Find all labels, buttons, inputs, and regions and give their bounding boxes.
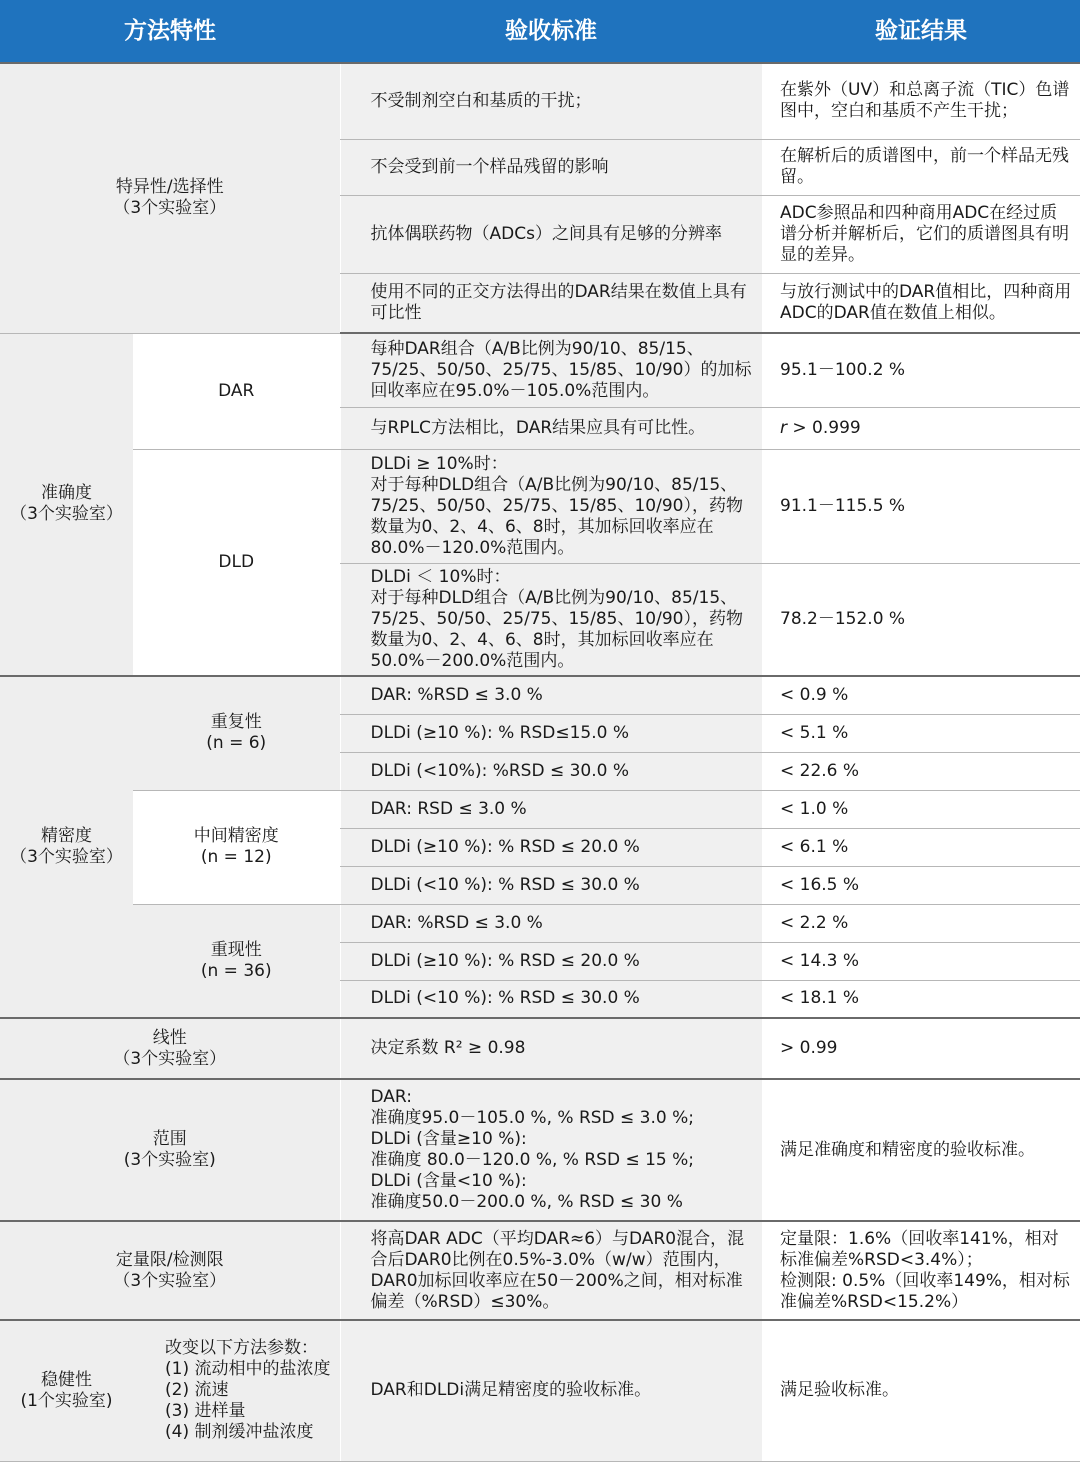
result-cell: < 0.9 % (762, 676, 1080, 714)
linearity-row (0, 1018, 1080, 1079)
criteria-cell: DLDi (<10 %): % RSD ≤ 30.0 % (340, 980, 762, 1018)
correlation-symbol: r (780, 417, 787, 438)
result-cell: 在解析后的质谱图中，前一个样品无残留。 (762, 139, 1080, 195)
criteria-cell: DLDi (<10 %): % RSD ≤ 30.0 % (340, 866, 762, 904)
result-cell (762, 407, 1080, 449)
precision-row (0, 676, 1080, 714)
criteria-cell: DLDi (<10%): %RSD ≤ 30.0 % (340, 752, 762, 790)
result-cell: 91.1－115.5 % (762, 449, 1080, 563)
criteria-cell: DAR: %RSD ≤ 3.0 % (340, 904, 762, 942)
result-cell: 78.2－152.0 % (762, 563, 1080, 676)
loq-lod-row (0, 1221, 1080, 1320)
result-cell: < 16.5 % (762, 866, 1080, 904)
criteria-cell: DAR和DLDi满足精密度的验收标准。 (340, 1320, 762, 1461)
accuracy-dld-label: DLD (133, 449, 340, 676)
criteria-cell: DLDi ≥ 10%时： 对于每种DLD组合（A/B比例为90/10、85/15、75/25、50/50、25/75、15/85、10/90），药物数量为0、2、4、6、8时，其加标回收率应在80.0%－120.0%范围内。 (340, 449, 762, 563)
accuracy-dar-row (0, 333, 1080, 407)
criteria-cell: 不受制剂空白和基质的干扰； (340, 63, 762, 139)
result-cell: 满足准确度和精密度的验收标准。 (762, 1079, 1080, 1221)
loq-lod-label: 定量限/检测限 （3个实验室） (0, 1221, 340, 1320)
result-cell: < 6.1 % (762, 828, 1080, 866)
result-cell: 与放行测试中的DAR值相比，四种商用ADC的DAR值在数值上相似。 (762, 273, 1080, 333)
result-cell: 95.1－100.2 % (762, 333, 1080, 407)
linearity-label: 线性 （3个实验室） (0, 1018, 340, 1079)
result-cell: < 1.0 % (762, 790, 1080, 828)
criteria-cell: 不会受到前一个样品残留的影响 (340, 139, 762, 195)
header-row (0, 0, 1080, 63)
result-cell: < 5.1 % (762, 714, 1080, 752)
criteria-cell: 决定系数 R² ≥ 0.98 (340, 1018, 762, 1079)
criteria-cell: 每种DAR组合（A/B比例为90/10、85/15、75/25、50/50、25/75、15/85、10/90）的加标回收率应在95.0%－105.0%范围内。 (340, 333, 762, 407)
result-cell: 在紫外（UV）和总离子流（TIC）色谱图中，空白和基质不产生干扰； (762, 63, 1080, 139)
header-acceptance-criteria: 验收标准 (340, 0, 762, 63)
criteria-cell: DLDi ＜ 10%时： 对于每种DLD组合（A/B比例为90/10、85/15、75/25、50/50、25/75、15/85、10/90），药物数量为0、2、4、6、8时，其加标回收率应在50.0%－200.0%范围内。 (340, 563, 762, 676)
criteria-cell: 将高DAR ADC（平均DAR≈6）与DAR0混合，混合后DAR0比例在0.5%-3.0%（w/w）范围内，DAR0加标回收率应在50－200%之间，相对标准偏差（%RSD）≤30%。 (340, 1221, 762, 1320)
precision-label: 精密度 （3个实验室） (0, 676, 133, 1018)
criteria-cell: DAR: %RSD ≤ 3.0 % (340, 676, 762, 714)
accuracy-label: 准确度 （3个实验室） (0, 333, 133, 676)
criteria-cell: 抗体偶联药物（ADCs）之间具有足够的分辨率 (340, 195, 762, 273)
result-cell: > 0.99 (762, 1018, 1080, 1079)
criteria-cell: DAR: RSD ≤ 3.0 % (340, 790, 762, 828)
repeatability-label: 重复性 (n = 6) (133, 676, 340, 790)
result-cell: 定量限：1.6%（回收率141%，相对标准偏差%RSD<3.4%）； 检测限: 0.5%（回收率149%，相对标准偏差%RSD<15.2%） (762, 1221, 1080, 1320)
intermediate-precision-label: 中间精密度 (n = 12) (133, 790, 340, 904)
correlation-value: > 0.999 (787, 417, 861, 438)
accuracy-dar-label: DAR (133, 333, 340, 449)
robustness-label: 稳健性 (1个实验室) (0, 1320, 133, 1461)
result-cell: < 22.6 % (762, 752, 1080, 790)
range-row (0, 1079, 1080, 1221)
specificity-label: 特异性/选择性 （3个实验室） (0, 63, 340, 333)
result-cell: 满足验收标准。 (762, 1320, 1080, 1461)
robustness-row (0, 1320, 1080, 1461)
criteria-cell: DLDi (≥10 %): % RSD ≤ 20.0 % (340, 942, 762, 980)
criteria-cell: DLDi (≥10 %): % RSD ≤ 20.0 % (340, 828, 762, 866)
precision-row (0, 904, 1080, 942)
result-cell: < 2.2 % (762, 904, 1080, 942)
criteria-cell: 使用不同的正交方法得出的DAR结果在数值上具有可比性 (340, 273, 762, 333)
criteria-cell: 与RPLC方法相比，DAR结果应具有可比性。 (340, 407, 762, 449)
accuracy-dld-row (0, 449, 1080, 563)
precision-row (0, 790, 1080, 828)
specificity-row (0, 63, 1080, 139)
criteria-cell: DAR: 准确度95.0－105.0 %, % RSD ≤ 3.0 %; DLDi (含量≥10 %): 准确度 80.0－120.0 %, % RSD ≤ 15 %; DLDi (含量<10 %): 准确度50.0－200.0 %, % RSD ≤ 30 % (340, 1079, 762, 1221)
range-label: 范围 (3个实验室) (0, 1079, 340, 1221)
result-cell: < 18.1 % (762, 980, 1080, 1018)
header-method-characteristic: 方法特性 (0, 0, 340, 63)
reproducibility-label: 重现性 (n = 36) (133, 904, 340, 1018)
result-cell: ADC参照品和四种商用ADC在经过质谱分析并解析后，它们的质谱图具有明显的差异。 (762, 195, 1080, 273)
result-cell: < 14.3 % (762, 942, 1080, 980)
header-validation-result: 验证结果 (762, 0, 1080, 63)
robustness-parameters: 改变以下方法参数： (1) 流动相中的盐浓度 (2) 流速 (3) 进样量 (4) 制剂缓冲盐浓度 (133, 1320, 340, 1461)
criteria-cell: DLDi (≥10 %): % RSD≤15.0 % (340, 714, 762, 752)
